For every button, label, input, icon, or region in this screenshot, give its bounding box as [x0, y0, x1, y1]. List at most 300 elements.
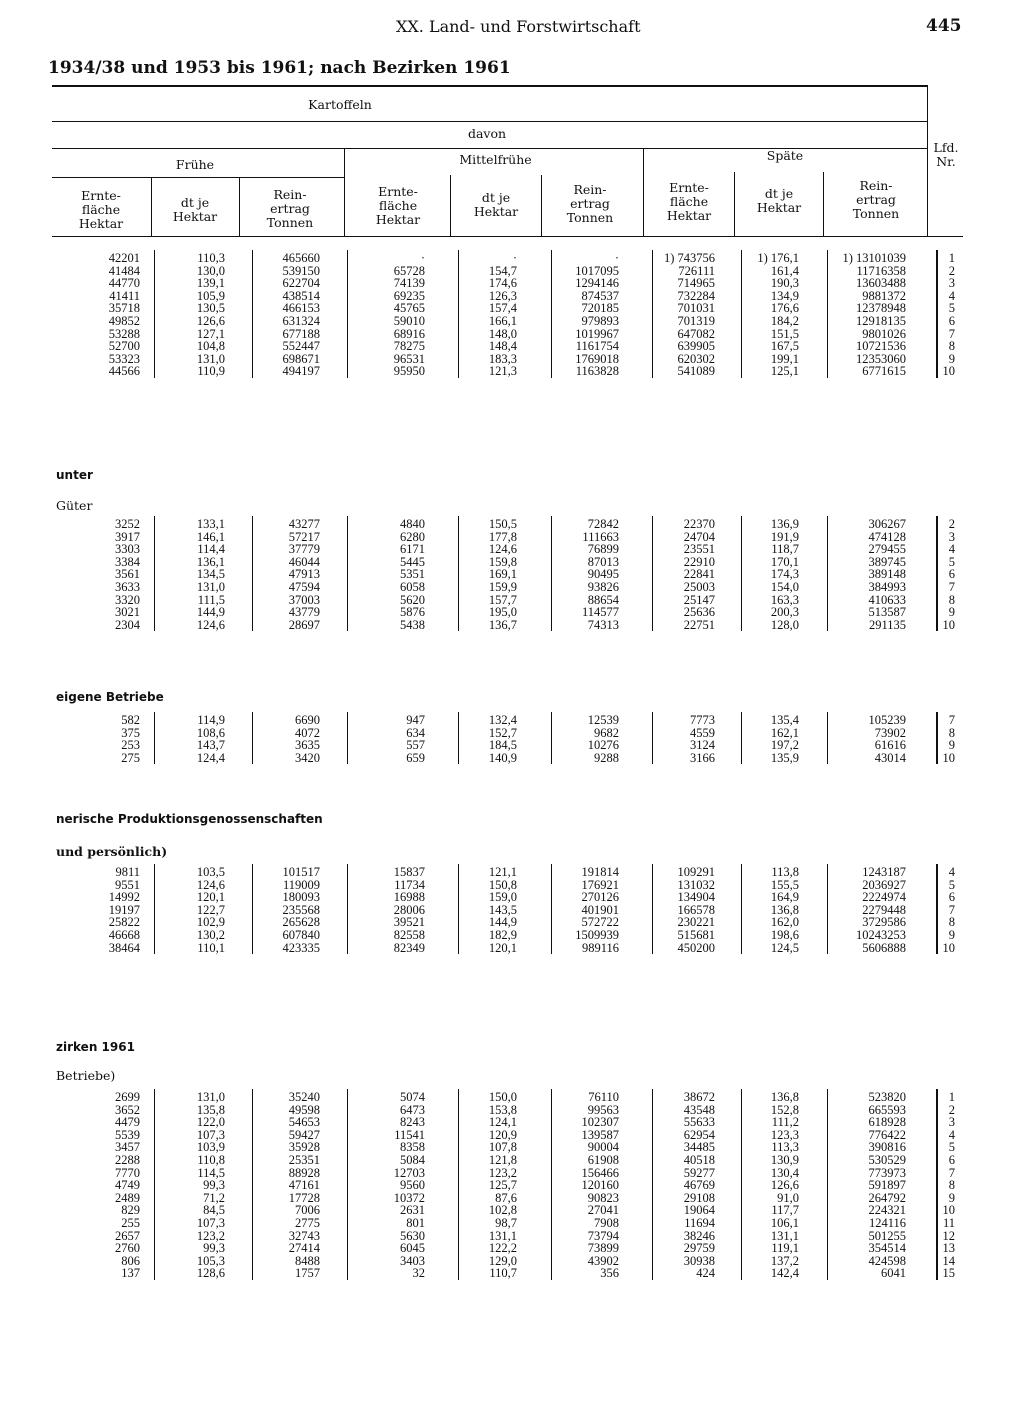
- table-cell-mittel-net: 99563: [587, 1102, 619, 1117]
- table-cell-fruehe-area: 5539: [115, 1127, 140, 1142]
- table-cell-mittel-yield: 150,8: [488, 877, 517, 892]
- table-cell-fruehe-area: 253: [121, 738, 140, 753]
- table-cell-fruehe-yield: 131,0: [196, 580, 225, 594]
- table-cell-fruehe-net: 3635: [295, 738, 320, 753]
- table-cell-mittel-yield: 107,8: [488, 1140, 517, 1155]
- table-cell-spaete-yield: 136,8: [770, 902, 799, 917]
- section-label: und persönlich): [56, 844, 168, 859]
- table-cell-fruehe-net: 54653: [288, 1115, 320, 1130]
- table-cell-fruehe-area: 2699: [115, 1090, 140, 1104]
- table-cell-fruehe-area: 2489: [115, 1190, 140, 1205]
- table-cell-mittel-net: 9288: [594, 750, 619, 765]
- table-cell-fruehe-net: 25351: [288, 1153, 320, 1167]
- table-cell-spaete-net: 523820: [868, 1090, 906, 1104]
- table-cell-mittel-net: 1509939: [575, 928, 619, 942]
- table-cell-spaete-area: 23551: [683, 542, 715, 557]
- table-cell-spaete-net: 384993: [868, 580, 906, 594]
- table-cell-lfd-nr: 10: [942, 940, 955, 955]
- table-cell-fruehe-net: 3420: [295, 750, 320, 765]
- table-cell-mittel-area: 82349: [393, 940, 425, 955]
- table-cell-mittel-area: 659: [406, 750, 425, 765]
- table-cell-mittel-area: 2631: [400, 1203, 425, 1218]
- table-cell-mittel-area: 634: [406, 725, 425, 740]
- table-cell-mittel-net: 87013: [587, 554, 619, 569]
- table-cell-fruehe-net: 2775: [295, 1216, 320, 1230]
- table-cell-spaete-yield: 191,9: [770, 529, 799, 544]
- table-cell-fruehe-net: 43779: [288, 605, 320, 620]
- table-cell-spaete-net: 389148: [868, 567, 906, 582]
- table-cell-mittel-area: 74139: [393, 276, 425, 291]
- table-cell-fruehe-area: 137: [121, 1266, 140, 1281]
- table-cell-spaete-net: 410633: [868, 592, 906, 607]
- table-cell-spaete-yield: 106,1: [770, 1216, 799, 1230]
- table-cell-fruehe-net: 88928: [288, 1165, 320, 1180]
- table-cell-fruehe-net: 4072: [295, 725, 320, 740]
- table-cell-fruehe-yield: 130,2: [196, 928, 225, 942]
- table-cell-spaete-area: 732284: [677, 288, 715, 303]
- table-cell-spaete-net: 530529: [868, 1153, 906, 1167]
- table-cell-fruehe-yield: 146,1: [196, 529, 225, 544]
- table-cell-fruehe-area: 44770: [108, 276, 140, 291]
- table-cell-mittel-area: 3403: [400, 1253, 425, 1268]
- table-cell-fruehe-area: 3561: [115, 567, 140, 582]
- table-cell-mittel-yield: 136,7: [488, 617, 517, 632]
- table-cell-fruehe-yield: 114,5: [197, 1165, 225, 1180]
- table-cell-mittel-area: 12703: [393, 1165, 425, 1180]
- table-cell-spaete-area: 25003: [683, 580, 715, 594]
- table-cell-mittel-net: 88654: [587, 592, 619, 607]
- table-cell-mittel-area: 5876: [400, 605, 425, 620]
- table-cell-spaete-area: 25636: [683, 605, 715, 620]
- table-cell-spaete-yield: 167,5: [770, 339, 799, 354]
- table-cell-fruehe-area: 7770: [115, 1165, 140, 1180]
- table-cell-fruehe-net: 17728: [288, 1190, 320, 1205]
- table-cell-fruehe-area: 806: [121, 1253, 140, 1268]
- table-cell-mittel-area: 10372: [393, 1190, 425, 1205]
- page-number: 445: [926, 16, 962, 36]
- table-cell-fruehe-yield: 130,0: [196, 263, 225, 278]
- table-cell-fruehe-net: 32743: [288, 1228, 320, 1243]
- table-cell-fruehe-yield: 127,1: [196, 326, 225, 341]
- table-cell-mittel-area: 95950: [393, 364, 425, 379]
- table-cell-mittel-area: 68916: [393, 326, 425, 341]
- table-cell-fruehe-yield: 122,0: [196, 1115, 225, 1130]
- table-cell-lfd-nr: 6: [948, 1153, 955, 1167]
- header-mittel-area: Ernte- fläche Hektar: [375, 184, 421, 227]
- table-cell-mittel-net: 93826: [587, 580, 619, 594]
- table-cell-lfd-nr: 4: [948, 288, 955, 303]
- table-cell-mittel-area: 15837: [393, 865, 425, 879]
- table-cell-spaete-net: 618928: [868, 1115, 906, 1130]
- table-cell-mittel-yield: 124,6: [488, 542, 517, 557]
- header-kartoffeln: Kartoffeln: [308, 97, 372, 112]
- table-cell-mittel-yield: 126,3: [488, 288, 517, 303]
- header-mittel-net: Rein- ertrag Tonnen: [566, 182, 614, 225]
- table-cell-spaete-yield: 197,2: [770, 738, 799, 753]
- table-cell-spaete-yield: 135,4: [770, 713, 799, 727]
- table-cell-fruehe-net: 7006: [295, 1203, 320, 1218]
- table-cell-lfd-nr: 6: [948, 890, 955, 905]
- table-cell-mittel-net: 1163828: [575, 364, 619, 379]
- table-cell-lfd-nr: 3: [948, 1115, 955, 1130]
- table-cell-spaete-net: 291135: [868, 617, 906, 632]
- table-cell-fruehe-net: 37003: [288, 592, 320, 607]
- table-cell-mittel-area: 5620: [400, 592, 425, 607]
- table-cell-fruehe-net: 47594: [288, 580, 320, 594]
- table-cell-fruehe-area: 582: [121, 713, 140, 727]
- table-cell-lfd-nr: 10: [942, 364, 955, 379]
- table-cell-mittel-yield: 195,0: [488, 605, 517, 620]
- table-cell-mittel-yield: 122,2: [488, 1241, 517, 1256]
- table-cell-mittel-yield: 102,8: [488, 1203, 517, 1218]
- table-cell-mittel-net: 74313: [587, 617, 619, 632]
- header-spaete-net: Rein- ertrag Tonnen: [852, 178, 900, 221]
- table-cell-mittel-net: 270126: [581, 890, 619, 905]
- table-cell-spaete-yield: 199,1: [770, 351, 799, 366]
- section-label: Betriebe): [56, 1068, 116, 1083]
- table-cell-mittel-yield: 159,9: [488, 580, 517, 594]
- table-cell-spaete-yield: 125,1: [770, 364, 799, 379]
- table-cell-fruehe-net: 49598: [288, 1102, 320, 1117]
- table-cell-spaete-net: 424598: [868, 1253, 906, 1268]
- table-cell-spaete-area: 647082: [677, 326, 715, 341]
- header-fruehe: Frühe: [175, 157, 215, 172]
- table-cell-fruehe-net: 180093: [282, 890, 320, 905]
- table-cell-lfd-nr: 5: [948, 877, 955, 892]
- table-cell-mittel-area: 45765: [393, 301, 425, 316]
- table-cell-mittel-area: 78275: [393, 339, 425, 354]
- table-cell-lfd-nr: 4: [948, 542, 955, 557]
- table-cell-mittel-net: 111663: [582, 529, 619, 544]
- table-cell-mittel-area: 6473: [400, 1102, 425, 1117]
- table-cell-spaete-yield: 161,4: [770, 263, 799, 278]
- table-cell-spaete-area: 62954: [683, 1127, 715, 1142]
- section-label: nerische Produktionsgenossenschaften: [56, 812, 323, 826]
- table-cell-mittel-area: 8243: [400, 1115, 425, 1130]
- table-cell-lfd-nr: 13: [942, 1241, 955, 1256]
- table-cell-mittel-area: 5074: [400, 1090, 425, 1104]
- table-cell-spaete-area: 450200: [677, 940, 715, 955]
- table-cell-mittel-area: 557: [406, 738, 425, 753]
- table-cell-mittel-yield: 148,4: [488, 339, 517, 354]
- table-cell-lfd-nr: 2: [948, 517, 955, 531]
- table-cell-spaete-net: 224321: [868, 1203, 906, 1218]
- table-cell-spaete-yield: 130,9: [770, 1153, 799, 1167]
- table-cell-mittel-net: 989116: [581, 940, 619, 955]
- table-cell-fruehe-net: 43277: [288, 517, 320, 531]
- table-cell-spaete-net: 390816: [868, 1140, 906, 1155]
- table-cell-lfd-nr: 7: [948, 902, 955, 917]
- table-cell-mittel-net: 12539: [587, 713, 619, 727]
- table-cell-spaete-net: 13603488: [856, 276, 906, 291]
- table-cell-lfd-nr: 4: [948, 1127, 955, 1142]
- table-cell-mittel-yield: 140,9: [488, 750, 517, 765]
- header-davon: davon: [467, 126, 507, 141]
- table-cell-mittel-net: 76899: [587, 542, 619, 557]
- table-cell-fruehe-area: 3384: [115, 554, 140, 569]
- table-cell-lfd-nr: 5: [948, 301, 955, 316]
- table-cell-spaete-net: 354514: [868, 1241, 906, 1256]
- table-cell-spaete-yield: 117,7: [771, 1203, 799, 1218]
- table-cell-fruehe-yield: 110,1: [197, 940, 225, 955]
- table-cell-fruehe-net: 465660: [282, 251, 320, 265]
- table-cell-spaete-yield: 190,3: [770, 276, 799, 291]
- table-cell-spaete-yield: 174,3: [770, 567, 799, 582]
- table-cell-spaete-yield: 164,9: [770, 890, 799, 905]
- table-cell-spaete-area: 134904: [677, 890, 715, 905]
- table-cell-spaete-yield: 131,1: [770, 1228, 799, 1243]
- table-cell-fruehe-net: 119009: [282, 877, 320, 892]
- table-cell-spaete-area: 3166: [690, 750, 715, 765]
- table-cell-fruehe-area: 14992: [108, 890, 140, 905]
- table-cell-spaete-area: 38246: [683, 1228, 715, 1243]
- table-cell-mittel-area: 69235: [393, 288, 425, 303]
- table-cell-mittel-area: 39521: [393, 915, 425, 930]
- table-cell-mittel-net: 114577: [581, 605, 619, 620]
- table-cell-mittel-yield: 150,5: [488, 517, 517, 531]
- table-cell-mittel-net: 572722: [581, 915, 619, 930]
- table-cell-spaete-yield: 142,4: [770, 1266, 799, 1281]
- table-cell-spaete-net: 6041: [881, 1266, 906, 1281]
- table-cell-lfd-nr: 4: [948, 865, 955, 879]
- table-cell-fruehe-net: 8488: [295, 1253, 320, 1268]
- table-cell-mittel-net: 356: [600, 1266, 619, 1281]
- table-cell-lfd-nr: 2: [948, 263, 955, 278]
- table-cell-lfd-nr: 7: [948, 580, 955, 594]
- table-cell-lfd-nr: 10: [942, 750, 955, 765]
- table-cell-mittel-yield: 131,1: [488, 1228, 517, 1243]
- table-cell-spaete-net: 665593: [868, 1102, 906, 1117]
- table-cell-fruehe-yield: 135,8: [196, 1102, 225, 1117]
- table-cell-spaete-net: 279455: [868, 542, 906, 557]
- table-cell-spaete-yield: 124,5: [770, 940, 799, 955]
- table-cell-spaete-area: 29108: [683, 1190, 715, 1205]
- table-cell-fruehe-net: 6690: [295, 713, 320, 727]
- table-cell-fruehe-yield: 124,6: [196, 617, 225, 632]
- table-cell-mittel-yield: 120,9: [488, 1127, 517, 1142]
- table-cell-fruehe-yield: 134,5: [196, 567, 225, 582]
- table-cell-spaete-yield: 137,2: [770, 1253, 799, 1268]
- table-cell-spaete-yield: 128,0: [770, 617, 799, 632]
- table-cell-lfd-nr: 9: [948, 1190, 955, 1205]
- table-cell-mittel-net: 120160: [581, 1178, 619, 1193]
- table-cell-fruehe-yield: 110,8: [197, 1153, 225, 1167]
- table-cell-spaete-area: 701031: [677, 301, 715, 316]
- table-cell-lfd-nr: 6: [948, 567, 955, 582]
- table-cell-spaete-yield: 130,4: [770, 1165, 799, 1180]
- table-cell-spaete-area: 424: [696, 1266, 715, 1281]
- table-cell-mittel-net: 176921: [581, 877, 619, 892]
- table-cell-lfd-nr: 8: [948, 339, 955, 354]
- table-cell-mittel-area: 32: [412, 1266, 425, 1281]
- table-cell-mittel-yield: ·: [512, 251, 517, 265]
- table-cell-lfd-nr: 7: [948, 326, 955, 341]
- table-cell-fruehe-net: 35240: [288, 1090, 320, 1104]
- table-cell-spaete-yield: 170,1: [770, 554, 799, 569]
- table-cell-fruehe-net: 37779: [288, 542, 320, 557]
- table-cell-spaete-area: 109291: [677, 865, 715, 879]
- table-cell-fruehe-yield: 110,9: [197, 364, 225, 379]
- table-cell-mittel-net: 979893: [581, 314, 619, 328]
- table-cell-spaete-net: 12378948: [856, 301, 906, 316]
- table-cell-mittel-yield: 110,7: [489, 1266, 517, 1281]
- table-cell-mittel-yield: 124,1: [488, 1115, 517, 1130]
- table-cell-spaete-yield: 123,3: [770, 1127, 799, 1142]
- running-header: XX. Land- und Forstwirtschaft: [396, 17, 641, 36]
- table-cell-mittel-net: 1294146: [575, 276, 619, 291]
- table-cell-spaete-net: 773973: [868, 1165, 906, 1180]
- table-cell-fruehe-area: 53323: [108, 351, 140, 366]
- table-cell-spaete-area: 22841: [683, 567, 715, 582]
- table-cell-spaete-net: 513587: [868, 605, 906, 620]
- table-cell-mittel-yield: 121,8: [488, 1153, 517, 1167]
- table-cell-mittel-yield: 144,9: [488, 915, 517, 930]
- table-cell-spaete-yield: 163,3: [770, 592, 799, 607]
- table-cell-fruehe-yield: 114,9: [197, 713, 225, 727]
- table-cell-fruehe-area: 9551: [115, 877, 140, 892]
- table-cell-lfd-nr: 7: [948, 1165, 955, 1180]
- table-cell-fruehe-net: 35928: [288, 1140, 320, 1155]
- table-cell-spaete-area: 19064: [683, 1203, 715, 1218]
- table-cell-mittel-area: 5630: [400, 1228, 425, 1243]
- table-cell-spaete-area: 55633: [683, 1115, 715, 1130]
- table-cell-fruehe-area: 46668: [108, 928, 140, 942]
- table-cell-spaete-net: 105239: [868, 713, 906, 727]
- table-cell-fruehe-area: 4749: [115, 1178, 140, 1193]
- table-cell-spaete-area: 639905: [677, 339, 715, 354]
- table-cell-spaete-area: 7773: [690, 713, 715, 727]
- table-cell-spaete-area: 726111: [678, 263, 715, 278]
- header-fruehe-yield: dt je Hektar: [172, 195, 218, 224]
- table-cell-spaete-net: 73902: [874, 725, 906, 740]
- table-cell-lfd-nr: 15: [942, 1266, 955, 1281]
- table-cell-spaete-net: 5606888: [862, 940, 906, 955]
- table-cell-mittel-net: 401901: [581, 902, 619, 917]
- table-cell-spaete-net: 2036927: [862, 877, 906, 892]
- table-cell-spaete-area: 541089: [677, 364, 715, 379]
- table-cell-fruehe-net: 677188: [282, 326, 320, 341]
- table-cell-mittel-net: 874537: [581, 288, 619, 303]
- table-cell-lfd-nr: 1: [948, 1090, 955, 1104]
- table-cell-mittel-yield: 120,1: [488, 940, 517, 955]
- table-cell-lfd-nr: 1: [948, 251, 955, 265]
- table-cell-spaete-net: 12918135: [856, 314, 906, 328]
- table-cell-mittel-area: 59010: [393, 314, 425, 328]
- header-fruehe-net: Rein- ertrag Tonnen: [266, 187, 314, 230]
- table-cell-mittel-net: 61908: [587, 1153, 619, 1167]
- table-cell-fruehe-net: 539150: [282, 263, 320, 278]
- table-cell-spaete-area: 11694: [684, 1216, 715, 1230]
- table-cell-fruehe-net: 235568: [282, 902, 320, 917]
- table-cell-fruehe-area: 3457: [115, 1140, 140, 1155]
- table-cell-fruehe-yield: 107,3: [196, 1216, 225, 1230]
- table-cell-spaete-net: 389745: [868, 554, 906, 569]
- table-cell-fruehe-yield: 124,4: [196, 750, 225, 765]
- table-cell-mittel-yield: 166,1: [488, 314, 517, 328]
- table-cell-fruehe-yield: 131,0: [196, 351, 225, 366]
- table-cell-spaete-net: 61616: [874, 738, 906, 753]
- table-cell-fruehe-yield: 114,4: [197, 542, 225, 557]
- table-cell-mittel-area: ·: [420, 251, 425, 265]
- table-cell-mittel-net: 73899: [587, 1241, 619, 1256]
- table-cell-mittel-net: 73794: [587, 1228, 619, 1243]
- table-cell-fruehe-yield: 104,8: [196, 339, 225, 354]
- table-cell-mittel-net: 1161754: [575, 339, 619, 354]
- table-cell-mittel-yield: 157,7: [488, 592, 517, 607]
- table-cell-fruehe-area: 25822: [108, 915, 140, 930]
- table-cell-fruehe-yield: 126,6: [196, 314, 225, 328]
- table-cell-mittel-area: 5084: [400, 1153, 425, 1167]
- table-cell-lfd-nr: 3: [948, 529, 955, 544]
- table-cell-spaete-area: 25147: [683, 592, 715, 607]
- table-cell-fruehe-yield: 130,5: [196, 301, 225, 316]
- table-cell-fruehe-net: 552447: [282, 339, 320, 354]
- table-cell-mittel-area: 5445: [400, 554, 425, 569]
- section-label: eigene Betriebe: [56, 690, 164, 704]
- table-cell-fruehe-area: 35718: [108, 301, 140, 316]
- table-cell-fruehe-area: 2760: [115, 1241, 140, 1256]
- table-cell-spaete-net: 306267: [868, 517, 906, 531]
- table-cell-mittel-area: 9560: [400, 1178, 425, 1193]
- table-cell-mittel-area: 11541: [394, 1127, 425, 1142]
- table-cell-lfd-nr: 8: [948, 915, 955, 930]
- table-cell-lfd-nr: 2: [948, 1102, 955, 1117]
- table-cell-spaete-area: 515681: [677, 928, 715, 942]
- table-cell-mittel-yield: 183,3: [488, 351, 517, 366]
- table-cell-mittel-yield: 154,7: [488, 263, 517, 278]
- table-cell-spaete-area: 43548: [683, 1102, 715, 1117]
- table-cell-spaete-net: 10243253: [856, 928, 906, 942]
- table-cell-spaete-area: 30938: [683, 1253, 715, 1268]
- table-cell-lfd-nr: 6: [948, 314, 955, 328]
- table-cell-mittel-area: 6280: [400, 529, 425, 544]
- table-cell-fruehe-area: 275: [121, 750, 140, 765]
- table-cell-mittel-net: 1019967: [575, 326, 619, 341]
- table-cell-mittel-yield: 121,3: [488, 364, 517, 379]
- table-cell-fruehe-area: 53288: [108, 326, 140, 341]
- table-cell-fruehe-net: 1757: [295, 1266, 320, 1281]
- table-cell-spaete-yield: 176,6: [770, 301, 799, 316]
- table-cell-spaete-yield: 136,9: [770, 517, 799, 531]
- table-cell-spaete-yield: 113,8: [771, 865, 799, 879]
- table-cell-lfd-nr: 10: [942, 1203, 955, 1218]
- table-cell-fruehe-net: 59427: [288, 1127, 320, 1142]
- header-mittelfruehe: Mittelfrühe: [459, 152, 532, 167]
- table-cell-mittel-yield: 159,8: [488, 554, 517, 569]
- table-cell-fruehe-net: 494197: [282, 364, 320, 379]
- table-cell-fruehe-net: 28697: [288, 617, 320, 632]
- table-cell-mittel-area: 801: [406, 1216, 425, 1230]
- table-cell-spaete-area: 230221: [677, 915, 715, 930]
- table-cell-spaete-net: 264792: [868, 1190, 906, 1205]
- table-cell-mittel-net: 156466: [581, 1165, 619, 1180]
- table-cell-mittel-net: 90004: [587, 1140, 619, 1155]
- table-cell-fruehe-area: 42201: [108, 251, 140, 265]
- table-cell-lfd-nr: 9: [948, 605, 955, 620]
- table-cell-spaete-net: 474128: [868, 529, 906, 544]
- table-cell-mittel-yield: 123,2: [488, 1165, 517, 1180]
- header-spaete-area: Ernte- fläche Hektar: [666, 180, 712, 223]
- table-cell-spaete-yield: 126,6: [770, 1178, 799, 1193]
- table-cell-spaete-area: 46769: [683, 1178, 715, 1193]
- table-cell-spaete-area: 34485: [683, 1140, 715, 1155]
- table-cell-fruehe-yield: 139,1: [196, 276, 225, 291]
- table-cell-fruehe-net: 622704: [282, 276, 320, 291]
- table-cell-fruehe-area: 3252: [115, 517, 140, 531]
- table-cell-mittel-net: 90495: [587, 567, 619, 582]
- table-cell-fruehe-yield: 133,1: [196, 517, 225, 531]
- table-cell-fruehe-area: 3303: [115, 542, 140, 557]
